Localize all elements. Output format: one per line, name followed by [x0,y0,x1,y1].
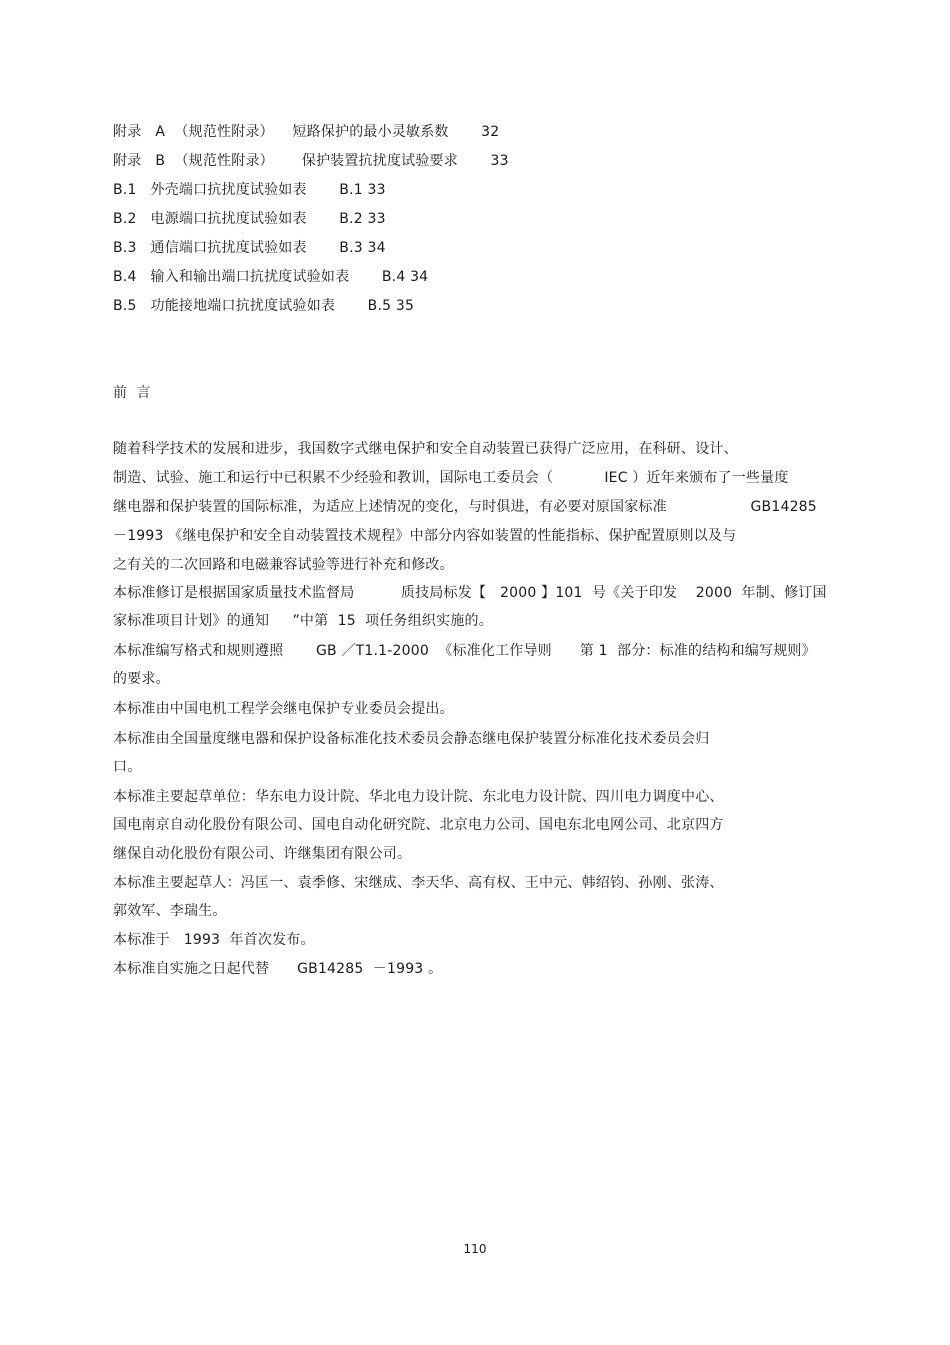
toc-entry-b2: B.2 电源端口抗扰度试验如表 B.2 33 [113,211,386,227]
section-heading-foreword: 前 言 [113,385,151,401]
body-line: 本标准主要起草单位：华东电力设计院、华北电力设计院、东北电力设计院、四川电力调度中心、 [113,789,724,805]
body-line: 本标准自实施之日起代替 GB14285 －1993 。 [113,961,443,977]
body-line: 口。 [113,759,142,775]
body-line: 的要求。 [113,671,170,687]
page-number: 110 [463,1242,487,1256]
body-line: 郭效军、李瑞生。 [113,903,227,919]
body-line: 随着科学技术的发展和进步，我国数字式继电保护和安全自动装置已获得广泛应用，在科研、设计、 [113,441,738,457]
body-line: 家标准项目计划》的通知 ”中第 15 项任务组织实施的。 [113,613,493,629]
toc-entry-appendix-b: 附录 B （规范性附录） 保护装置抗扰度试验要求 33 [113,153,509,169]
body-line: 本标准于 1993 年首次发布。 [113,932,315,948]
body-line: 本标准由全国量度继电器和保护设备标准化技术委员会静态继电保护装置分标准化技术委员会归 [113,731,710,747]
toc-entry-b4: B.4 输入和输出端口抗扰度试验如表 B.4 34 [113,269,429,285]
body-line: 本标准由中国电机工程学会继电保护专业委员会提出。 [113,701,454,717]
toc-entry-b1: B.1 外壳端口抗扰度试验如表 B.1 33 [113,182,386,198]
body-line: 本标准主要起草人：冯匡一、袁季修、宋继成、李天华、高有权、王中元、韩绍钧、孙刚、张涛、 [113,875,724,891]
toc-entry-b5: B.5 功能接地端口抗扰度试验如表 B.5 35 [113,298,415,314]
body-line: 之有关的二次回路和电磁兼容试验等进行补充和修改。 [113,557,454,573]
body-line: 制造、试验、施工和运行中已积累不少经验和教训，国际电工委员会（ IEC ）近年来颁布了一些量度 [113,470,789,486]
toc-entry-appendix-a: 附录 A （规范性附录） 短路保护的最小灵敏系数 32 [113,124,500,140]
body-line: －1993 《继电保护和安全自动装置技术规程》中部分内容如装置的性能指标、保护配置原则以及与 [113,528,737,544]
body-line: 本标准修订是根据国家质量技术监督局 质技局标发【 2000 】101 号《关于印发 2000 年制、修订国 [113,585,827,601]
body-line: 本标准编写格式和规则遵照 GB ／T1.1-2000 《标准化工作导则 第 1 部分：标准的结构和编写规则》 [113,643,816,659]
toc-entry-b3: B.3 通信端口抗扰度试验如表 B.3 34 [113,240,386,256]
body-line: 继保自动化股份有限公司、许继集团有限公司。 [113,846,412,862]
body-line: 国电南京自动化股份有限公司、国电自动化研究院、北京电力公司、国电东北电网公司、北京四方 [113,817,724,833]
body-line: 继电器和保护装置的国际标准，为适应上述情况的变化，与时俱进，有必要对原国家标准 GB14285 [113,499,817,515]
